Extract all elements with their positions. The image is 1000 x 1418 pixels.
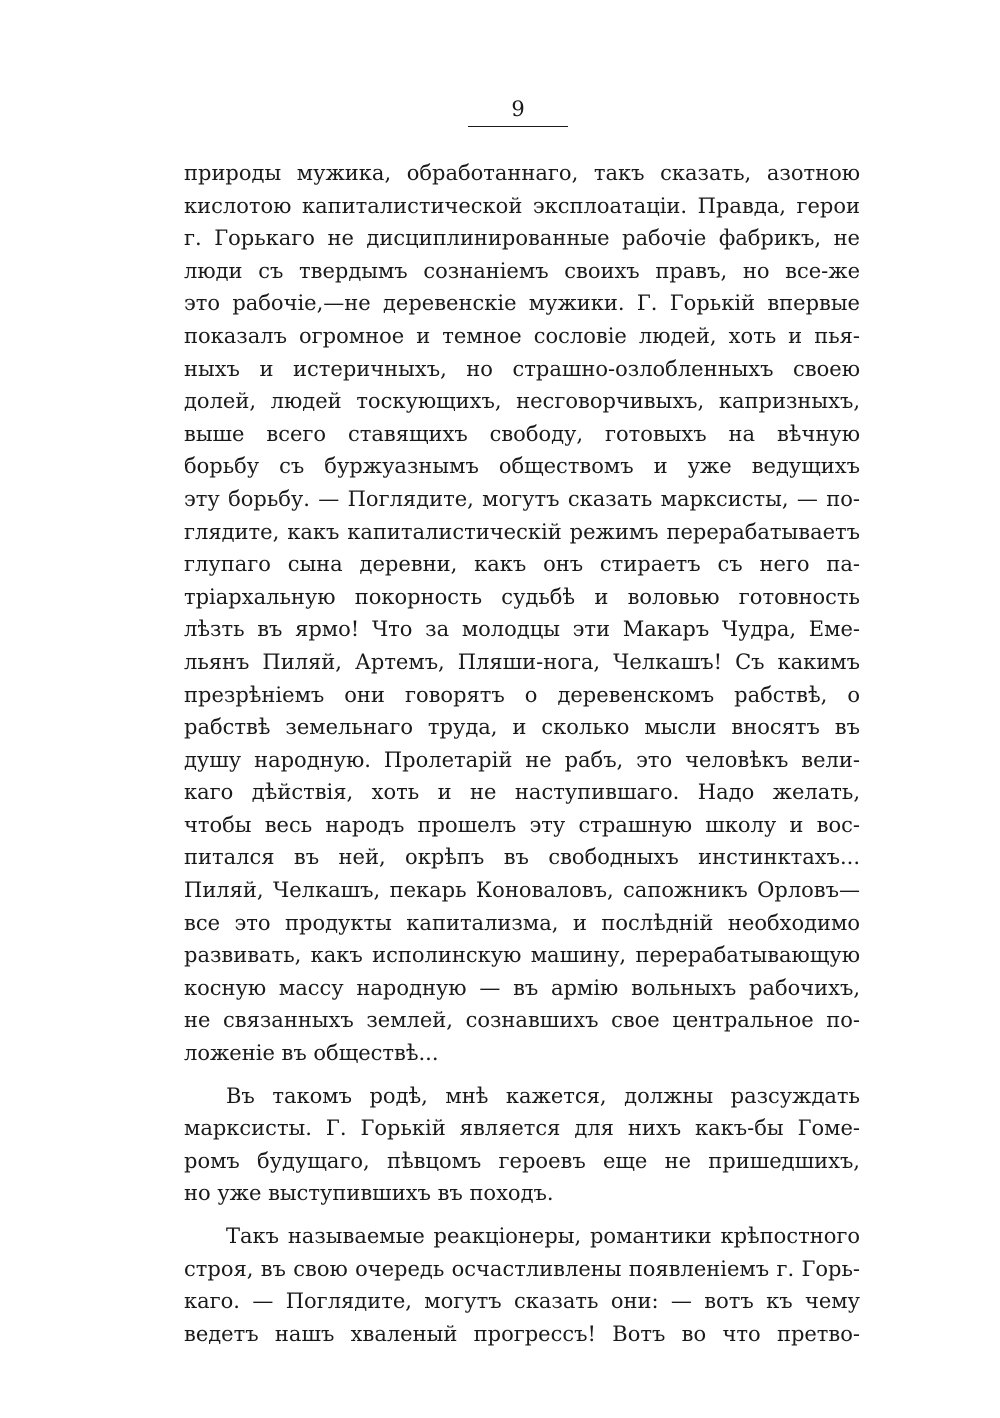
text-line: Пиляй, Челкашъ, пекарь Коноваловъ, сапожникъ Орловъ—: [184, 878, 860, 903]
text-line: ромъ будущаго, пѣвцомъ героевъ еще не пришедшихъ,: [184, 1148, 860, 1173]
header-rule: [468, 126, 568, 127]
text-line: но уже выступившихъ въ походъ.: [184, 1181, 554, 1206]
text-line: чтобы весь народъ прошелъ эту страшную школу и вос-: [184, 812, 860, 837]
text-line: душу народную. Пролетарій не рабъ, это человѣкъ вели-: [184, 747, 860, 772]
text-line: борьбу съ буржуазнымъ обществомъ и уже ведущихъ: [184, 454, 860, 479]
text-line: все это продукты капитализма, и послѣдній необходимо: [184, 910, 860, 935]
text-line: долей, людей тоскующихъ, несговорчивыхъ, капризныхъ,: [184, 389, 860, 414]
text-line: лѣзть въ ярмо! Что за молодцы эти Макаръ Чудра, Еме-: [184, 617, 860, 642]
paragraph: [184, 1220, 860, 1350]
text-line: льянъ Пиляй, Артемъ, Пляши-нога, Челкашъ! Съ какимъ: [184, 649, 860, 674]
text-line: марксисты. Г. Горькій является для нихъ какъ-бы Гоме-: [184, 1116, 860, 1141]
text-line: это рабочіе,—не деревенскіе мужики. Г. Горькій впервые: [184, 291, 860, 316]
text-line: не связанныхъ землей, сознавшихъ свое центральное по-: [184, 1008, 860, 1033]
text-line: г. Горькаго не дисциплинированные рабочіе фабрикъ, не: [184, 226, 860, 251]
text-line: ведетъ нашъ хваленый прогрессъ! Вотъ во что претво-: [184, 1321, 860, 1346]
paragraph-continued: [184, 157, 860, 1070]
page-header: [468, 96, 568, 127]
text-line: Въ такомъ родѣ, мнѣ кажется, должны разсуждать: [226, 1083, 860, 1108]
text-line: кислотою капиталистической эксплоатаціи. Правда, герои: [184, 193, 860, 218]
text-line: глядите, какъ капиталистическій режимъ перерабатываетъ: [184, 519, 860, 544]
text-line: каго. — Поглядите, могутъ сказать они: — вотъ къ чему: [184, 1289, 860, 1314]
text-line: развивать, какъ исполинскую машину, перерабатывающую: [184, 943, 860, 968]
text-line: тріархальную покорность судьбѣ и воловью готовность: [184, 584, 860, 609]
text-line: строя, въ свою очередь осчастливлены появленіемъ г. Горь-: [184, 1256, 860, 1281]
text-line: ныхъ и истеричныхъ, но страшно-озлобленныхъ своею: [184, 356, 860, 381]
text-line: природы мужика, обработаннаго, такъ сказать, азотною: [184, 161, 860, 185]
text-line: ложеніе въ обществѣ...: [184, 1041, 439, 1066]
text-line: глупаго сына деревни, какъ онъ стираетъ съ него па-: [184, 552, 860, 577]
text-line: каго дѣйствія, хоть и не наступившаго. Надо желать,: [184, 780, 860, 805]
body-text: [184, 157, 860, 1350]
text-line: показалъ огромное и темное сословіе людей, хоть и пья-: [184, 323, 860, 348]
text-line: рабствѣ земельнаго труда, и сколько мысли вносятъ въ: [184, 715, 860, 740]
text-line: косную массу народную — въ армію вольныхъ рабочихъ,: [184, 975, 860, 1000]
text-line: люди съ твердымъ сознаніемъ своихъ правъ, но все-же: [184, 258, 860, 283]
text-line: выше всего ставящихъ свободу, готовыхъ на вѣчную: [184, 421, 860, 446]
text-line: Такъ называемые реакціонеры, романтики крѣпостного: [226, 1224, 860, 1248]
text-line: презрѣніемъ они говорятъ о деревенскомъ рабствѣ, о: [184, 682, 860, 707]
paragraph: [184, 1080, 860, 1210]
text-line: питался въ ней, окрѣпъ въ свободныхъ инстинктахъ...: [184, 845, 860, 870]
page-number: 9: [511, 97, 525, 121]
text-line: эту борьбу. — Поглядите, могутъ сказать марксисты, — по-: [184, 486, 860, 511]
